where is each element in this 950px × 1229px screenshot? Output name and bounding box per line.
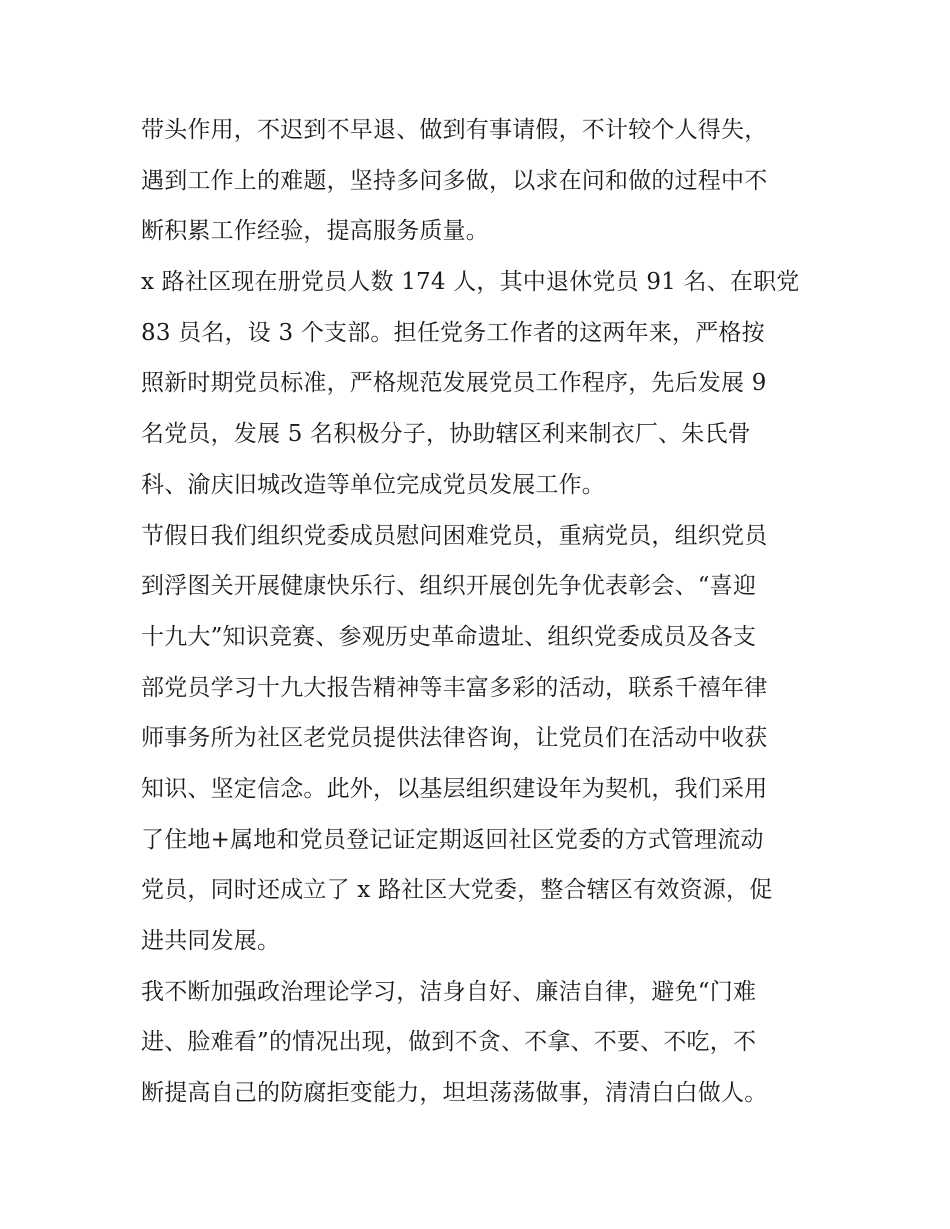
text-line: 了住地+属地和党员登记证定期返回社区党委的方式管理流动 [141,826,764,853]
text-line: 知识、坚定信念。此外，以基层组织建设年为契机，我们采用 [141,775,768,802]
text-line: 名党员，发展 5 名积极分子，协助辖区利来制衣厂、朱氏骨 [141,421,751,448]
document-body [141,105,821,1119]
text-line: 带头作用，不迟到不早退、做到有事请假，不计较个人得失， [141,117,768,143]
text-line: 照新时期党员标准，严格规范发展党员工作程序，先后发展 9 [141,370,767,397]
text-line: 节假日我们组织党委成员慰问困难党员，重病党员，组织党员 [141,522,768,549]
text-line: 我不断加强政治理论学习，洁身自好、廉洁自律，避免“门难 [141,978,757,1005]
text-line: 断提高自己的防腐拒变能力，坦坦荡荡做事，清清白白做人。 [141,1080,768,1107]
paragraph [141,967,821,1119]
text-line: x 路社区现在册党员人数 174 人，其中退休党员 91 名、在职党 [141,269,800,296]
text-line: 到浮图关开展健康快乐行、组织开展创先争优表彰会、“喜迎 [141,573,757,600]
paragraph [141,257,821,510]
text-line: 进、脸难看”的情况出现，做到不贪、不拿、不要、不吃，不 [141,1029,757,1056]
text-line: 部党员学习十九大报告精神等丰富多彩的活动，联系千禧年律 [141,674,768,701]
paragraph [141,511,821,967]
text-line: 断积累工作经验，提高服务质量。 [141,218,489,245]
text-line: 师事务所为社区老党员提供法律咨询，让党员们在活动中收获 [141,725,768,752]
text-line: 十九大”知识竞赛、参观历史革命遗址、组织党委成员及各支 [141,623,757,650]
text-line: 党员，同时还成立了 x 路社区大党委，整合辖区有效资源，促 [141,877,773,904]
text-line: 遇到工作上的难题，坚持多问多做，以求在问和做的过程中不 [141,167,768,194]
paragraph [141,105,821,257]
text-line: 科、渝庆旧城改造等单位完成党员发展工作。 [141,471,605,498]
text-line: 83 员名，设 3 个支部。担任党务工作者的这两年来，严格按 [141,319,765,346]
text-line: 进共同发展。 [141,928,281,954]
